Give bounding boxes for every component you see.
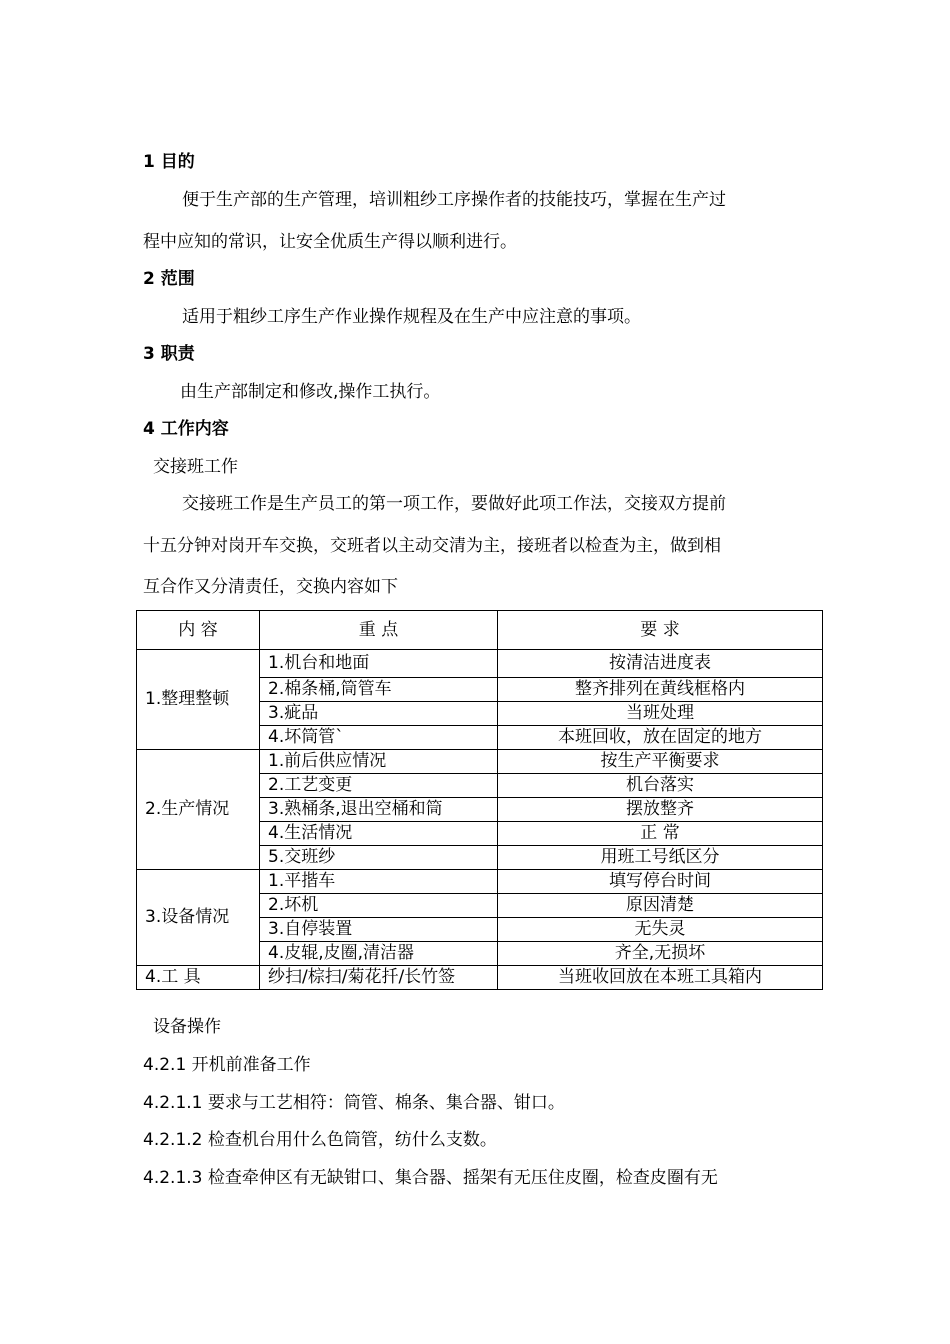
section-4-paragraph-line-1: 交接班工作是生产员工的第一项工作，要做好此项工作法，交接双方提前 (182, 494, 726, 514)
row-point: 2.棉条桶,筒管车 (260, 678, 498, 702)
group-label-tools: 4.工 具 (137, 966, 260, 990)
row-point: 4.生活情况 (260, 822, 498, 846)
row-point: 3.疵品 (260, 702, 498, 726)
row-point: 4.坏筒管` (260, 726, 498, 750)
row-point: 3.熟桶条,退出空桶和筒 (260, 798, 498, 822)
group-label-equipment: 3.设备情况 (137, 870, 260, 966)
section-1-paragraph-line-1: 便于生产部的生产管理，培训粗纱工序操作者的技能技巧，掌握在生产过 (182, 190, 726, 210)
row-point: 2.坏机 (260, 894, 498, 918)
clause-4-2-1-3: 4.2.1.3 检查牵伸区有无缺钳口、集合器、摇架有无压住皮圈，检查皮圈有无 (143, 1168, 718, 1188)
section-2-title: 2 范围 (143, 269, 195, 289)
row-requirement: 按生产平衡要求 (498, 750, 823, 774)
table-row (137, 870, 823, 894)
section-3-title: 3 职责 (143, 344, 195, 364)
clause-4-2-1-1: 4.2.1.1 要求与工艺相符：筒管、棉条、集合器、钳口。 (143, 1093, 565, 1113)
row-requirement: 无失灵 (498, 918, 823, 942)
row-requirement: 按清洁进度表 (498, 650, 823, 678)
handover-table (136, 610, 823, 990)
clause-4-2-1: 4.2.1 开机前准备工作 (143, 1055, 311, 1075)
row-requirement: 机台落实 (498, 774, 823, 798)
section-4-title: 4 工作内容 (143, 419, 229, 439)
row-requirement: 原因清楚 (498, 894, 823, 918)
header-content: 内 容 (137, 611, 260, 650)
table-row (137, 966, 823, 990)
row-point: 1.机台和地面 (260, 650, 498, 678)
table-header-row (137, 611, 823, 650)
section-2-paragraph: 适用于粗纱工序生产作业操作规程及在生产中应注意的事项。 (182, 307, 641, 327)
row-requirement: 正 常 (498, 822, 823, 846)
header-key-point: 重 点 (260, 611, 498, 650)
row-point: 1.前后供应情况 (260, 750, 498, 774)
row-point: 纱扫/棕扫/菊花扦/长竹签 (260, 966, 498, 990)
row-point: 2.工艺变更 (260, 774, 498, 798)
group-label-organize: 1.整理整顿 (137, 650, 260, 750)
header-requirement: 要 求 (498, 611, 823, 650)
clause-4-2-1-2: 4.2.1.2 检查机台用什么色筒管，纺什么支数。 (143, 1130, 497, 1150)
row-point: 3.自停装置 (260, 918, 498, 942)
group-label-production: 2.生产情况 (137, 750, 260, 870)
row-requirement: 齐全,无损坏 (498, 942, 823, 966)
section-1-title: 1 目的 (143, 152, 195, 172)
section-4-paragraph-line-3: 互合作又分清责任，交换内容如下 (143, 577, 398, 597)
row-requirement: 填写停台时间 (498, 870, 823, 894)
row-point: 1.平揩车 (260, 870, 498, 894)
table-row (137, 750, 823, 774)
row-requirement: 摆放整齐 (498, 798, 823, 822)
equipment-operation-subtitle: 设备操作 (153, 1017, 221, 1037)
row-point: 5.交班纱 (260, 846, 498, 870)
table-row (137, 650, 823, 678)
row-requirement: 整齐排列在黄线框格内 (498, 678, 823, 702)
row-requirement: 当班处理 (498, 702, 823, 726)
row-requirement: 当班收回放在本班工具箱内 (498, 966, 823, 990)
section-1-paragraph-line-2: 程中应知的常识，让安全优质生产得以顺利进行。 (143, 232, 517, 252)
row-requirement: 用班工号纸区分 (498, 846, 823, 870)
row-requirement: 本班回收，放在固定的地方 (498, 726, 823, 750)
section-4-paragraph-line-2: 十五分钟对岗开车交换，交班者以主动交清为主，接班者以检查为主，做到相 (143, 536, 721, 556)
section-4-subtitle: 交接班工作 (153, 457, 238, 477)
section-3-paragraph: 由生产部制定和修改,操作工执行。 (180, 382, 441, 402)
row-point: 4.皮辊,皮圈,清洁器 (260, 942, 498, 966)
